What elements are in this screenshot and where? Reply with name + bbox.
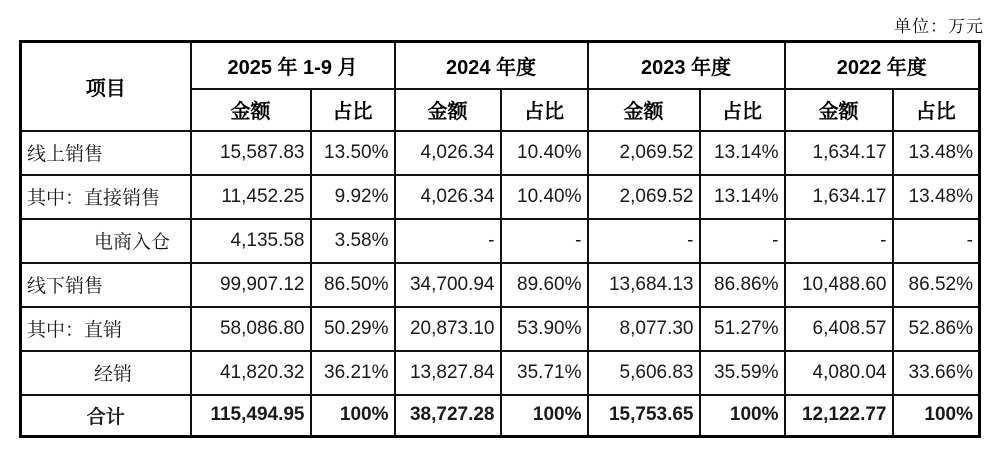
ratio-cell: 100% <box>501 395 588 437</box>
amount-cell: 10,488.60 <box>785 263 893 307</box>
ratio-cell: 53.90% <box>501 307 588 351</box>
row-label: 线下销售 <box>21 263 191 307</box>
row-label: 其中：直接销售 <box>21 175 191 219</box>
ratio-cell: 52.86% <box>893 307 980 351</box>
year-group-2025: 2025 年 1-9 月 <box>191 42 395 89</box>
ratio-cell: 86.50% <box>311 263 395 307</box>
ratio-cell: 35.71% <box>501 351 588 395</box>
amount-cell: 8,077.30 <box>588 307 700 351</box>
row-label: 电商入仓 <box>21 219 191 263</box>
amount-cell: 115,494.95 <box>191 395 311 437</box>
ratio-cell: - <box>700 219 785 263</box>
year-group-2024: 2024 年度 <box>395 42 588 89</box>
ratio-cell: 86.52% <box>893 263 980 307</box>
row-label: 合计 <box>21 395 191 437</box>
amount-cell: 4,135.58 <box>191 219 311 263</box>
amount-cell: 15,753.65 <box>588 395 700 437</box>
ratio-cell: 100% <box>700 395 785 437</box>
amount-cell: 2,069.52 <box>588 175 700 219</box>
ratio-cell: - <box>893 219 980 263</box>
row-label: 经销 <box>21 351 191 395</box>
sales-breakdown-table <box>19 40 981 438</box>
amount-cell: 13,827.84 <box>395 351 501 395</box>
amount-cell: 1,634.17 <box>785 131 893 175</box>
table-row <box>21 131 980 175</box>
ratio-cell: 100% <box>893 395 980 437</box>
amount-cell: 4,080.04 <box>785 351 893 395</box>
amount-cell: 12,122.77 <box>785 395 893 437</box>
amount-cell: 20,873.10 <box>395 307 501 351</box>
ratio-header: 占比 <box>893 89 980 131</box>
table-row <box>21 175 980 219</box>
ratio-cell: - <box>501 219 588 263</box>
amount-header: 金额 <box>785 89 893 131</box>
ratio-cell: 13.50% <box>311 131 395 175</box>
amount-cell: - <box>785 219 893 263</box>
ratio-cell: 86.86% <box>700 263 785 307</box>
ratio-cell: 100% <box>311 395 395 437</box>
row-label: 线上销售 <box>21 131 191 175</box>
amount-cell: 58,086.80 <box>191 307 311 351</box>
table-row <box>21 351 980 395</box>
ratio-header: 占比 <box>311 89 395 131</box>
ratio-cell: 50.29% <box>311 307 395 351</box>
ratio-cell: 36.21% <box>311 351 395 395</box>
ratio-header: 占比 <box>700 89 785 131</box>
ratio-cell: 3.58% <box>311 219 395 263</box>
amount-header: 金额 <box>191 89 311 131</box>
ratio-cell: 89.60% <box>501 263 588 307</box>
year-group-2022: 2022 年度 <box>785 42 980 89</box>
amount-cell: 1,634.17 <box>785 175 893 219</box>
ratio-cell: 33.66% <box>893 351 980 395</box>
amount-cell: - <box>588 219 700 263</box>
item-column-header: 项目 <box>21 42 191 131</box>
table-row <box>21 307 980 351</box>
amount-cell: 4,026.34 <box>395 175 501 219</box>
ratio-cell: 13.48% <box>893 175 980 219</box>
year-group-2023: 2023 年度 <box>588 42 785 89</box>
ratio-cell: 13.14% <box>700 175 785 219</box>
amount-cell: 13,684.13 <box>588 263 700 307</box>
amount-cell: - <box>395 219 501 263</box>
amount-cell: 4,026.34 <box>395 131 501 175</box>
amount-cell: 41,820.32 <box>191 351 311 395</box>
table-row-total <box>21 395 980 437</box>
amount-cell: 99,907.12 <box>191 263 311 307</box>
amount-cell: 15,587.83 <box>191 131 311 175</box>
ratio-cell: 9.92% <box>311 175 395 219</box>
ratio-header: 占比 <box>501 89 588 131</box>
ratio-cell: 10.40% <box>501 175 588 219</box>
ratio-cell: 35.59% <box>700 351 785 395</box>
row-label: 其中：直销 <box>21 307 191 351</box>
amount-cell: 2,069.52 <box>588 131 700 175</box>
table-row <box>21 219 980 263</box>
amount-cell: 38,727.28 <box>395 395 501 437</box>
amount-cell: 34,700.94 <box>395 263 501 307</box>
table-row <box>21 263 980 307</box>
amount-cell: 11,452.25 <box>191 175 311 219</box>
ratio-cell: 13.48% <box>893 131 980 175</box>
ratio-cell: 10.40% <box>501 131 588 175</box>
header-row-years <box>21 42 980 89</box>
amount-cell: 5,606.83 <box>588 351 700 395</box>
amount-header: 金额 <box>588 89 700 131</box>
amount-cell: 6,408.57 <box>785 307 893 351</box>
ratio-cell: 51.27% <box>700 307 785 351</box>
unit-label: 单位：万元 <box>894 17 984 36</box>
amount-header: 金额 <box>395 89 501 131</box>
ratio-cell: 13.14% <box>700 131 785 175</box>
